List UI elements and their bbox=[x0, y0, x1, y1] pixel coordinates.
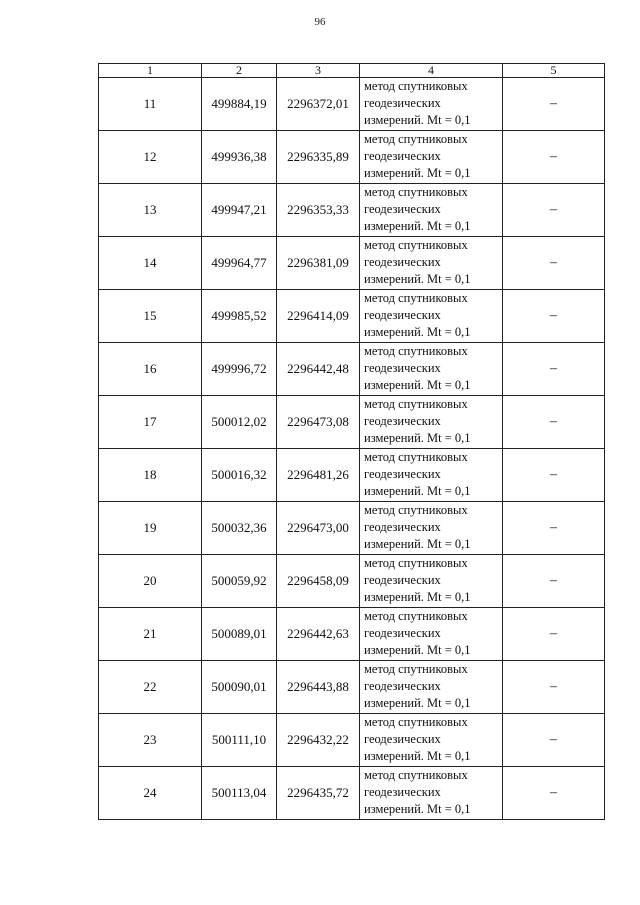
method-line: геодезических bbox=[364, 467, 441, 481]
note-cell: – bbox=[503, 396, 605, 449]
method-cell bbox=[360, 290, 503, 343]
column-header-1: 1 bbox=[99, 64, 202, 78]
method-line: геодезических bbox=[364, 202, 441, 216]
method-line: метод спутниковых bbox=[364, 132, 468, 146]
method-cell bbox=[360, 767, 503, 820]
method-line: измерений. Mt = 0,1 bbox=[364, 272, 471, 286]
point-number-cell: 17 bbox=[99, 396, 202, 449]
x-coordinate-cell: 499964,77 bbox=[202, 237, 277, 290]
table-row bbox=[99, 396, 605, 449]
point-number-cell: 16 bbox=[99, 343, 202, 396]
note-cell: – bbox=[503, 78, 605, 131]
y-coordinate-cell: 2296381,09 bbox=[277, 237, 360, 290]
method-line: измерений. Mt = 0,1 bbox=[364, 431, 471, 445]
note-cell: – bbox=[503, 502, 605, 555]
method-line: измерений. Mt = 0,1 bbox=[364, 537, 471, 551]
point-number-cell: 18 bbox=[99, 449, 202, 502]
method-line: геодезических bbox=[364, 573, 441, 587]
method-line: геодезических bbox=[364, 732, 441, 746]
column-header-5: 5 bbox=[503, 64, 605, 78]
method-line: измерений. Mt = 0,1 bbox=[364, 219, 471, 233]
method-line: метод спутниковых bbox=[364, 397, 468, 411]
method-line: метод спутниковых bbox=[364, 609, 468, 623]
table-row bbox=[99, 608, 605, 661]
x-coordinate-cell: 499996,72 bbox=[202, 343, 277, 396]
point-number-cell: 12 bbox=[99, 131, 202, 184]
method-line: геодезических bbox=[364, 96, 441, 110]
method-cell bbox=[360, 78, 503, 131]
point-number-cell: 13 bbox=[99, 184, 202, 237]
y-coordinate-cell: 2296432,22 bbox=[277, 714, 360, 767]
note-cell: – bbox=[503, 767, 605, 820]
y-coordinate-cell: 2296353,33 bbox=[277, 184, 360, 237]
method-cell bbox=[360, 608, 503, 661]
x-coordinate-cell: 499947,21 bbox=[202, 184, 277, 237]
x-coordinate-cell: 500059,92 bbox=[202, 555, 277, 608]
y-coordinate-cell: 2296435,72 bbox=[277, 767, 360, 820]
method-line: метод спутниковых bbox=[364, 556, 468, 570]
x-coordinate-cell: 499936,38 bbox=[202, 131, 277, 184]
y-coordinate-cell: 2296481,26 bbox=[277, 449, 360, 502]
y-coordinate-cell: 2296372,01 bbox=[277, 78, 360, 131]
x-coordinate-cell: 499884,19 bbox=[202, 78, 277, 131]
table-row bbox=[99, 237, 605, 290]
y-coordinate-cell: 2296458,09 bbox=[277, 555, 360, 608]
y-coordinate-cell: 2296335,89 bbox=[277, 131, 360, 184]
method-line: измерений. Mt = 0,1 bbox=[364, 166, 471, 180]
note-cell: – bbox=[503, 608, 605, 661]
method-line: метод спутниковых bbox=[364, 79, 468, 93]
point-number-cell: 11 bbox=[99, 78, 202, 131]
x-coordinate-cell: 500012,02 bbox=[202, 396, 277, 449]
method-cell bbox=[360, 131, 503, 184]
column-header-4: 4 bbox=[360, 64, 503, 78]
table-row bbox=[99, 184, 605, 237]
method-line: измерений. Mt = 0,1 bbox=[364, 378, 471, 392]
note-cell: – bbox=[503, 131, 605, 184]
method-line: измерений. Mt = 0,1 bbox=[364, 643, 471, 657]
table-body bbox=[99, 78, 605, 820]
method-line: геодезических bbox=[364, 255, 441, 269]
x-coordinate-cell: 500090,01 bbox=[202, 661, 277, 714]
note-cell: – bbox=[503, 661, 605, 714]
method-line: геодезических bbox=[364, 679, 441, 693]
method-cell bbox=[360, 184, 503, 237]
y-coordinate-cell: 2296442,63 bbox=[277, 608, 360, 661]
table-row bbox=[99, 343, 605, 396]
table-row bbox=[99, 290, 605, 343]
method-line: измерений. Mt = 0,1 bbox=[364, 113, 471, 127]
method-line: измерений. Mt = 0,1 bbox=[364, 802, 471, 816]
method-line: геодезических bbox=[364, 785, 441, 799]
page-number: 96 bbox=[314, 16, 326, 28]
table-row bbox=[99, 131, 605, 184]
method-line: метод спутниковых bbox=[364, 768, 468, 782]
method-line: измерений. Mt = 0,1 bbox=[364, 749, 471, 763]
method-line: измерений. Mt = 0,1 bbox=[364, 325, 471, 339]
note-cell: – bbox=[503, 343, 605, 396]
y-coordinate-cell: 2296473,00 bbox=[277, 502, 360, 555]
method-line: геодезических bbox=[364, 414, 441, 428]
y-coordinate-cell: 2296443,88 bbox=[277, 661, 360, 714]
method-line: метод спутниковых bbox=[364, 662, 468, 676]
method-cell bbox=[360, 396, 503, 449]
method-cell bbox=[360, 502, 503, 555]
method-line: геодезических bbox=[364, 626, 441, 640]
method-line: геодезических bbox=[364, 361, 441, 375]
method-line: метод спутниковых bbox=[364, 344, 468, 358]
method-line: метод спутниковых bbox=[364, 715, 468, 729]
point-number-cell: 14 bbox=[99, 237, 202, 290]
y-coordinate-cell: 2296442,48 bbox=[277, 343, 360, 396]
table-row bbox=[99, 502, 605, 555]
method-cell bbox=[360, 343, 503, 396]
method-line: геодезических bbox=[364, 308, 441, 322]
method-line: метод спутниковых bbox=[364, 291, 468, 305]
coordinates-table bbox=[98, 63, 605, 820]
note-cell: – bbox=[503, 237, 605, 290]
table-row bbox=[99, 78, 605, 131]
x-coordinate-cell: 499985,52 bbox=[202, 290, 277, 343]
method-line: геодезических bbox=[364, 520, 441, 534]
x-coordinate-cell: 500111,10 bbox=[202, 714, 277, 767]
method-line: метод спутниковых bbox=[364, 238, 468, 252]
point-number-cell: 21 bbox=[99, 608, 202, 661]
method-line: метод спутниковых bbox=[364, 503, 468, 517]
table-row bbox=[99, 661, 605, 714]
point-number-cell: 19 bbox=[99, 502, 202, 555]
method-line: метод спутниковых bbox=[364, 185, 468, 199]
note-cell: – bbox=[503, 555, 605, 608]
note-cell: – bbox=[503, 714, 605, 767]
method-line: геодезических bbox=[364, 149, 441, 163]
column-header-2: 2 bbox=[202, 64, 277, 78]
note-cell: – bbox=[503, 184, 605, 237]
table-header-row bbox=[99, 64, 605, 78]
column-header-3: 3 bbox=[277, 64, 360, 78]
method-cell bbox=[360, 449, 503, 502]
note-cell: – bbox=[503, 449, 605, 502]
x-coordinate-cell: 500016,32 bbox=[202, 449, 277, 502]
point-number-cell: 22 bbox=[99, 661, 202, 714]
method-line: измерений. Mt = 0,1 bbox=[364, 484, 471, 498]
point-number-cell: 24 bbox=[99, 767, 202, 820]
table-row bbox=[99, 767, 605, 820]
method-line: измерений. Mt = 0,1 bbox=[364, 590, 471, 604]
note-cell: – bbox=[503, 290, 605, 343]
point-number-cell: 23 bbox=[99, 714, 202, 767]
method-cell bbox=[360, 661, 503, 714]
method-line: метод спутниковых bbox=[364, 450, 468, 464]
method-cell bbox=[360, 555, 503, 608]
x-coordinate-cell: 500089,01 bbox=[202, 608, 277, 661]
x-coordinate-cell: 500032,36 bbox=[202, 502, 277, 555]
table-row bbox=[99, 714, 605, 767]
y-coordinate-cell: 2296473,08 bbox=[277, 396, 360, 449]
table-row bbox=[99, 449, 605, 502]
table-row bbox=[99, 555, 605, 608]
method-line: измерений. Mt = 0,1 bbox=[364, 696, 471, 710]
point-number-cell: 15 bbox=[99, 290, 202, 343]
x-coordinate-cell: 500113,04 bbox=[202, 767, 277, 820]
method-cell bbox=[360, 714, 503, 767]
point-number-cell: 20 bbox=[99, 555, 202, 608]
y-coordinate-cell: 2296414,09 bbox=[277, 290, 360, 343]
method-cell bbox=[360, 237, 503, 290]
